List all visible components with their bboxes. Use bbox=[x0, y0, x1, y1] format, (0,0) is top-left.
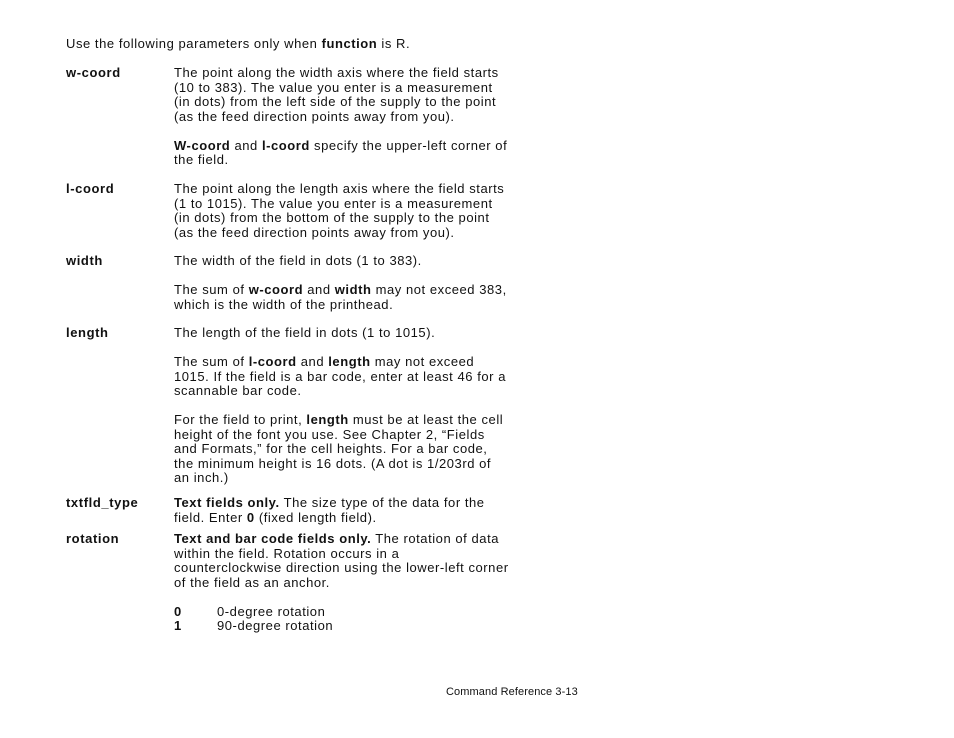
text-run: The sum of bbox=[174, 354, 249, 369]
bold-term: length bbox=[328, 354, 371, 369]
option-code: 0 bbox=[174, 603, 182, 619]
bold-term: W-coord bbox=[174, 137, 231, 153]
param-description bbox=[174, 532, 546, 634]
text-line bbox=[174, 139, 546, 154]
rotation-options bbox=[174, 605, 546, 634]
description-paragraph bbox=[174, 355, 546, 399]
text-run: field. Enter bbox=[174, 509, 247, 525]
description-paragraph bbox=[174, 326, 546, 341]
param-description bbox=[174, 326, 546, 486]
param-term: txtfld_type bbox=[66, 495, 139, 510]
bold-term: l-coord bbox=[248, 354, 297, 369]
text-run: The size type of the data for the bbox=[279, 495, 485, 510]
text-line: The point along the width axis where the field starts bbox=[174, 65, 499, 80]
text-line: The width of the field in dots (1 to 383). bbox=[174, 253, 422, 268]
description-paragraph bbox=[174, 182, 546, 240]
text-run: may not exceed 383, bbox=[371, 282, 507, 297]
option-code: 1 bbox=[174, 618, 182, 633]
bold-term: Text and bar code fields only. bbox=[174, 531, 372, 546]
option-label: 0-degree rotation bbox=[217, 603, 326, 619]
rotation-option bbox=[174, 605, 546, 620]
page-footer: Command Reference 3-13 bbox=[446, 686, 578, 698]
param-term: w-coord bbox=[66, 65, 121, 80]
text-line: (10 to 383). The value you enter is a measurement bbox=[174, 79, 493, 95]
description-paragraph bbox=[174, 496, 546, 525]
text-line: (in dots) from the left side of the supply to the point bbox=[174, 94, 497, 109]
text-run: The sum of bbox=[174, 282, 249, 297]
text-run: and bbox=[230, 137, 262, 153]
text-line bbox=[174, 511, 546, 526]
text-run: and bbox=[296, 354, 329, 369]
intro-text bbox=[66, 37, 566, 52]
text-line: which is the width of the printhead. bbox=[174, 296, 394, 312]
text-line: 1015. If the field is a bar code, enter at least 46 for a bbox=[174, 368, 506, 384]
text-line: scannable bar code. bbox=[174, 383, 302, 398]
text-line: counterclockwise direction using the lower-left corner bbox=[174, 560, 509, 575]
text-line: the minimum height is 16 dots. (A dot is 1/203rd of bbox=[174, 455, 492, 471]
text-run: may not exceed bbox=[370, 354, 475, 369]
text-run: The rotation of data bbox=[371, 531, 500, 546]
bold-term: l-coord bbox=[261, 137, 310, 153]
text-line: The point along the length axis where the field starts bbox=[174, 181, 505, 196]
text-line: (as the feed direction points away from you). bbox=[174, 224, 455, 240]
bold-term: 0 bbox=[246, 509, 255, 525]
bold-term: w-coord bbox=[248, 282, 304, 297]
text-line: (in dots) from the bottom of the supply to the point bbox=[174, 210, 490, 225]
bold-term: length bbox=[306, 412, 349, 427]
param-term: l-coord bbox=[66, 181, 115, 196]
text-line bbox=[174, 283, 546, 298]
text-run: specify the upper-left corner of bbox=[309, 137, 508, 153]
text-run: and bbox=[303, 282, 335, 297]
description-paragraph bbox=[174, 283, 546, 312]
text-line: an inch.) bbox=[174, 470, 229, 485]
rotation-option bbox=[174, 619, 546, 634]
text-line bbox=[174, 355, 546, 370]
intro-after: is R. bbox=[377, 36, 411, 51]
param-description bbox=[174, 254, 546, 312]
text-line: (1 to 1015). The value you enter is a measurement bbox=[174, 195, 493, 211]
text-line bbox=[174, 496, 546, 511]
text-line: The length of the field in dots (1 to 1015). bbox=[174, 325, 436, 340]
text-line bbox=[174, 532, 546, 547]
description-paragraph bbox=[174, 413, 546, 486]
text-run: (fixed length field). bbox=[254, 509, 377, 525]
text-line: within the field. Rotation occurs in a bbox=[174, 545, 400, 561]
description-paragraph bbox=[174, 254, 546, 269]
text-line: height of the font you use. See Chapter 2, “Fields bbox=[174, 426, 485, 442]
param-term: length bbox=[66, 325, 109, 340]
description-paragraph bbox=[174, 532, 546, 590]
param-term: rotation bbox=[66, 531, 120, 546]
text-line: and Formats,” for the cell heights. For a bar code, bbox=[174, 441, 488, 456]
param-description bbox=[174, 66, 546, 168]
text-run: must be at least the cell bbox=[348, 412, 504, 427]
bold-term: width bbox=[334, 282, 372, 297]
bold-term: Text fields only. bbox=[174, 495, 280, 510]
param-description bbox=[174, 496, 546, 525]
text-line: of the field as an anchor. bbox=[174, 574, 330, 590]
option-label: 90-degree rotation bbox=[217, 618, 334, 633]
text-line bbox=[174, 413, 546, 428]
text-line: (as the feed direction points away from you). bbox=[174, 108, 455, 124]
param-description bbox=[174, 182, 546, 240]
description-paragraph bbox=[174, 66, 546, 124]
text-run: For the field to print, bbox=[174, 412, 307, 427]
param-term: width bbox=[66, 253, 103, 268]
description-paragraph bbox=[174, 139, 546, 168]
text-line: the field. bbox=[174, 152, 229, 167]
intro-keyword: function bbox=[321, 36, 378, 51]
intro-before: Use the following parameters only when bbox=[66, 36, 322, 51]
